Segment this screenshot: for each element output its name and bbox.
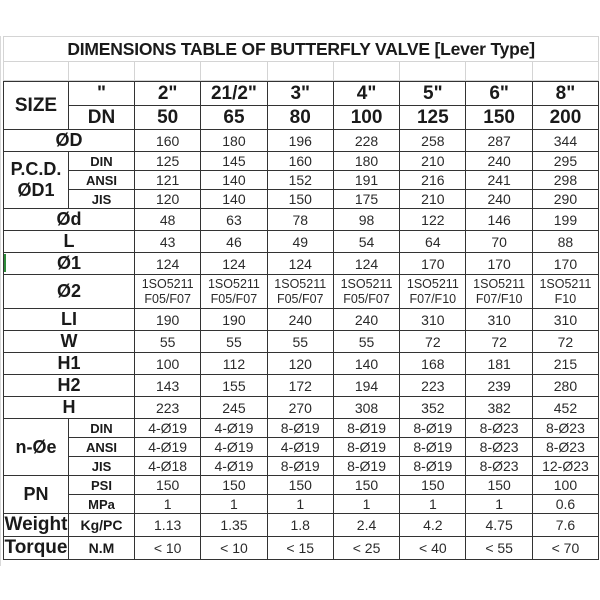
sub-label: JIS [69,190,135,209]
cell: 0.6 [532,495,598,514]
torque-unit: N.M [69,537,135,560]
cell: 72 [400,331,466,353]
cell: 4-Ø19 [201,457,267,476]
cell: 2.4 [333,514,399,537]
cell: 240 [466,152,532,171]
table-row-bolts-ansi [4,438,599,457]
cell: < 10 [201,537,267,560]
flange-code: F07/F10 [475,291,523,306]
cell: 190 [201,309,267,331]
cell: 241 [466,171,532,190]
cell: 78 [267,209,333,231]
cell: 223 [400,375,466,397]
cell: 1 [466,495,532,514]
cell: 287 [466,130,532,152]
cell: 8-Ø19 [400,419,466,438]
iso-standard: 1SO5211 [141,276,194,291]
sub-label: ANSI [69,171,135,190]
inch-unit: " [69,82,135,106]
inch-size: 5" [400,82,466,106]
cell: 298 [532,171,598,190]
cell: 280 [532,375,598,397]
cell: 175 [333,190,399,209]
cell: 152 [267,171,333,190]
cell: 4-Ø19 [201,438,267,457]
cell [400,275,466,309]
size-label: SIZE [4,82,69,130]
pcd-label-line1: P.C.D. [10,159,62,179]
row-label: L [4,231,135,253]
dimensions-grid [3,81,599,560]
pn-label: PN [4,476,69,514]
cell: 120 [135,190,201,209]
cell: 146 [466,209,532,231]
cell: 240 [267,309,333,331]
cell: 181 [466,353,532,375]
cell: 121 [135,171,201,190]
dn-size: 65 [201,106,267,130]
flange-code: F05/F07 [210,291,258,306]
table-row-w [4,331,599,353]
cell [201,275,267,309]
cell: < 55 [466,537,532,560]
cell: 150 [135,476,201,495]
iso-standard: 1SO5211 [340,276,393,291]
table-row-pcd-jis [4,190,599,209]
cell: 4-Ø19 [201,419,267,438]
cell: 1 [135,495,201,514]
dn-size: 200 [532,106,598,130]
cell: 8-Ø23 [532,419,598,438]
pcd-label [4,152,69,209]
cell: 160 [267,152,333,171]
cell: 55 [135,331,201,353]
cell: 48 [135,209,201,231]
flange-code: F05/F07 [343,291,390,306]
blank-cell [466,62,532,81]
cell: 150 [466,476,532,495]
table-row-pcd-ansi [4,171,599,190]
cell: 160 [135,130,201,152]
cell: 352 [400,397,466,419]
blank-cell [400,62,466,81]
cell: 55 [201,331,267,353]
inch-size: 3" [267,82,333,106]
cell: 239 [466,375,532,397]
iso-standard: 1SO5211 [207,276,260,291]
cell: 223 [135,397,201,419]
cell: < 25 [333,537,399,560]
cell: 49 [267,231,333,253]
cell: 43 [135,231,201,253]
row-label: H2 [4,375,135,397]
cell: 382 [466,397,532,419]
sub-label: ANSI [69,438,135,457]
cell: 310 [466,309,532,331]
cell: 8-Ø19 [400,457,466,476]
cell: < 15 [267,537,333,560]
size-dn-row [4,106,599,130]
cell: 180 [333,152,399,171]
table-row-weight [4,514,599,537]
cell: < 70 [532,537,598,560]
cell: 12-Ø23 [532,457,598,476]
cell [532,275,598,309]
cell: 8-Ø19 [333,419,399,438]
cell: 8-Ø19 [400,438,466,457]
cell: 310 [532,309,598,331]
iso-standard: 1SO5211 [406,276,459,291]
inch-size: 6" [466,82,532,106]
cell: 245 [201,397,267,419]
table-row-o1 [4,253,599,275]
cell: 210 [400,152,466,171]
table-row-pcd-din [4,152,599,171]
cell [333,275,399,309]
inch-size: 4" [333,82,399,106]
iso-standard: 1SO5211 [274,276,327,291]
cell: 191 [333,171,399,190]
table-title: DIMENSIONS TABLE OF BUTTERFLY VALVE [Lever Type] [4,37,599,62]
cell [267,275,333,309]
row-label: Ø2 [4,275,135,309]
cell: 64 [400,231,466,253]
cell: 4-Ø19 [135,419,201,438]
blank-cell [267,62,333,81]
flange-code: F07/F10 [409,291,457,306]
table-row-od [4,130,599,152]
sub-label: MPa [69,495,135,514]
cell: 112 [201,353,267,375]
cell: 140 [201,171,267,190]
blank-cell [201,62,267,81]
cell: 170 [532,253,598,275]
cell: 240 [333,309,399,331]
row-label: W [4,331,135,353]
cell: 1 [201,495,267,514]
dn-size: 80 [267,106,333,130]
cell: 88 [532,231,598,253]
table-row-od-small [4,209,599,231]
blank-cell [532,62,598,81]
cell: 452 [532,397,598,419]
cell: 124 [333,253,399,275]
cell: 240 [466,190,532,209]
cell: 344 [532,130,598,152]
row-label: H [4,397,135,419]
cell: 100 [532,476,598,495]
cell: 290 [532,190,598,209]
table-row-torque [4,537,599,560]
row-label: H1 [4,353,135,375]
cell: 4-Ø19 [267,438,333,457]
blank-cell [135,62,201,81]
cell: 199 [532,209,598,231]
dn-size: 100 [333,106,399,130]
flange-code: F05/F07 [144,291,191,306]
inch-size: 8" [532,82,598,106]
cell: 140 [333,353,399,375]
cell: 8-Ø19 [267,419,333,438]
row-label: ØD [4,130,135,152]
row-label: LI [4,309,135,331]
cell: 150 [400,476,466,495]
row-label: Ød [4,209,135,231]
cell: 55 [333,331,399,353]
cell: 216 [400,171,466,190]
cell: 4.75 [466,514,532,537]
cell: 8-Ø19 [333,438,399,457]
table-row-l [4,231,599,253]
cell: 308 [333,397,399,419]
cell: 295 [532,152,598,171]
cell: 190 [135,309,201,331]
cell: 54 [333,231,399,253]
cell: 4-Ø18 [135,457,201,476]
pcd-label-line2: ØD1 [17,180,55,200]
iso-standard: 1SO5211 [539,276,592,291]
cell: 140 [201,190,267,209]
cell: 100 [135,353,201,375]
sub-label: DIN [69,419,135,438]
cell: 125 [135,152,201,171]
cell: 150 [267,476,333,495]
cell: 4-Ø19 [135,438,201,457]
cell: 124 [201,253,267,275]
dn-size: 150 [466,106,532,130]
cell: 215 [532,353,598,375]
weight-label: Weight [4,514,68,535]
blank-cell [4,62,69,81]
cell: 258 [400,130,466,152]
cell: 180 [201,130,267,152]
sheet-gridline [0,36,1,566]
dn-size: 50 [135,106,201,130]
cell: 8-Ø19 [333,457,399,476]
cell: 63 [201,209,267,231]
flange-code: F10 [554,291,577,306]
cell: 1 [267,495,333,514]
cell: 122 [400,209,466,231]
cell: 124 [267,253,333,275]
cell: 210 [400,190,466,209]
cell [466,275,532,309]
dimensions-sheet [3,36,598,560]
table-row-bolts-din [4,419,599,438]
weight-unit: Kg/PC [69,514,135,537]
cell: < 40 [400,537,466,560]
table-row-h1 [4,353,599,375]
cell: 55 [267,331,333,353]
flange-code: F05/F07 [276,291,324,306]
sub-label: DIN [69,152,135,171]
cell: 168 [400,353,466,375]
cell: 120 [267,353,333,375]
inch-size: 21/2" [201,82,267,106]
cell: 8-Ø23 [532,438,598,457]
bolts-label: n-Øe [4,419,69,476]
cell: 270 [267,397,333,419]
cell: 150 [267,190,333,209]
cell: 124 [135,253,201,275]
cell: 155 [201,375,267,397]
table-row-pn-mpa [4,495,599,514]
cell: 1.13 [135,514,201,537]
inch-size: 2" [135,82,201,106]
blank-cell [333,62,399,81]
cell: 172 [267,375,333,397]
cell: 143 [135,375,201,397]
cell: 8-Ø23 [466,419,532,438]
row-label: Ø1 [4,253,135,275]
dn-unit: DN [69,106,135,130]
torque-label: Torque [4,537,68,558]
table-row-li [4,309,599,331]
cell: 72 [532,331,598,353]
table-row-o2 [4,275,599,309]
cell: 145 [201,152,267,171]
size-inch-row [4,82,599,106]
cell: 7.6 [532,514,598,537]
cell: 46 [201,231,267,253]
cell: 8-Ø23 [466,438,532,457]
cell: 70 [466,231,532,253]
cell: 8-Ø23 [466,457,532,476]
cell: 72 [466,331,532,353]
cell: 150 [201,476,267,495]
dimensions-table [3,36,599,81]
cell: 1.8 [267,514,333,537]
table-row-pn-psi [4,476,599,495]
cell: 4.2 [400,514,466,537]
cell: < 10 [135,537,201,560]
sub-label: JIS [69,457,135,476]
cell: 8-Ø19 [267,457,333,476]
cell: 150 [333,476,399,495]
cell [135,275,201,309]
sub-label: PSI [69,476,135,495]
cell: 196 [267,130,333,152]
blank-cell [69,62,135,81]
cell: 194 [333,375,399,397]
cell: 310 [400,309,466,331]
cell: 1.35 [201,514,267,537]
iso-standard: 1SO5211 [473,276,526,291]
cell: 170 [466,253,532,275]
table-row-h [4,397,599,419]
cell: 228 [333,130,399,152]
cell: 98 [333,209,399,231]
table-row-bolts-jis [4,457,599,476]
cell: 1 [333,495,399,514]
dn-size: 125 [400,106,466,130]
cell: 1 [400,495,466,514]
cell: 170 [400,253,466,275]
table-row-h2 [4,375,599,397]
